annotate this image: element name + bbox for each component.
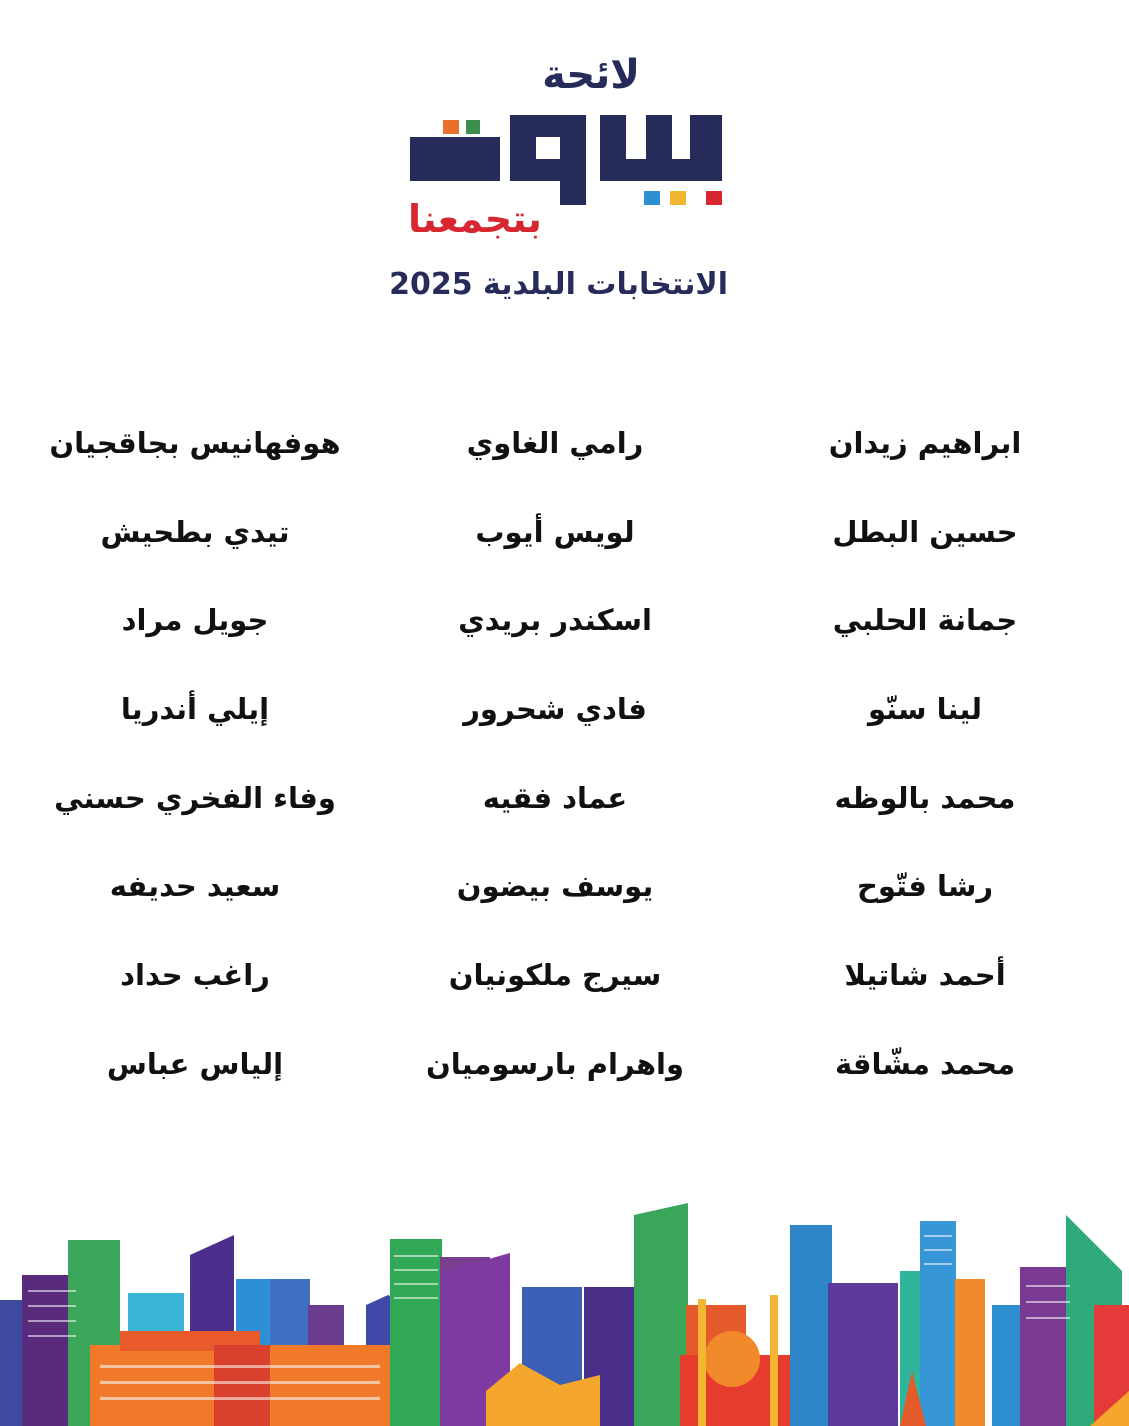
candidate-name: ابراهيم زيدان bbox=[828, 426, 1022, 460]
candidate-name: رامي الغاوي bbox=[466, 426, 644, 460]
candidate-grid bbox=[40, 415, 1090, 1125]
candidate-name: إلياس عباس bbox=[106, 1046, 284, 1081]
election-title: الانتخابات البلدية 2025 bbox=[389, 267, 728, 302]
candidate-name: رشا فتّوح bbox=[856, 869, 994, 904]
beirut-skyline-illustration bbox=[0, 1195, 1129, 1426]
candidate-name: واهرام بارسوميان bbox=[426, 1046, 685, 1081]
candidate-name: وفاء الفخري حسني bbox=[54, 780, 336, 815]
candidate-name: لويس أيوب bbox=[475, 514, 635, 549]
candidate-name: سعيد حديفه bbox=[109, 869, 281, 904]
candidate-name: يوسف بيضون bbox=[456, 869, 654, 904]
candidate-name: سيرج ملكونيان bbox=[448, 958, 662, 993]
candidate-name: جويل مراد bbox=[121, 603, 269, 638]
logo-subtitle: بتجمعنا bbox=[408, 197, 542, 241]
logo-top-text: لائحة bbox=[542, 52, 640, 98]
candidate-name: فادي شحرور bbox=[463, 692, 647, 727]
candidate-name: اسكندر بريدي bbox=[458, 603, 652, 638]
candidate-name: عماد فقيه bbox=[482, 780, 628, 815]
beirut-pixel-wordmark bbox=[410, 115, 730, 205]
candidate-name: جمانة الحلبي bbox=[832, 603, 1018, 638]
list-logo bbox=[380, 50, 750, 310]
candidate-name: محمد بالوظه bbox=[834, 780, 1016, 815]
candidate-name: راغب حداد bbox=[120, 958, 270, 993]
candidate-name: هوفهانيس بجاقجيان bbox=[49, 426, 341, 460]
candidate-name: محمد مشّاقة bbox=[834, 1046, 1016, 1081]
candidate-name: تيدي بطحيش bbox=[100, 514, 290, 549]
candidate-name: أحمد شاتيلا bbox=[844, 958, 1006, 993]
candidate-name: إيلي أندريا bbox=[120, 692, 270, 727]
candidate-name: لينا سنّو bbox=[867, 692, 983, 727]
candidate-name: حسين البطل bbox=[832, 514, 1018, 549]
